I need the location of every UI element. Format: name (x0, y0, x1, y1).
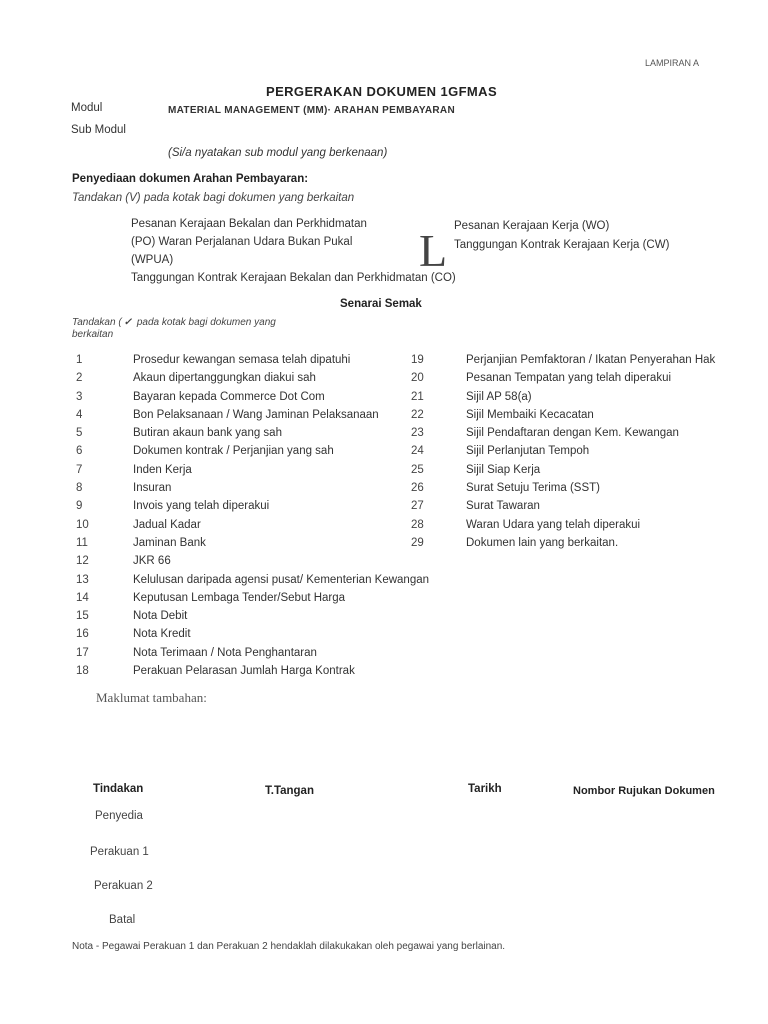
list-item: 11 Jaminan Bank (76, 536, 206, 549)
list-item: 13 Kelulusan daripada agensi pusat/ Kementerian Kewangan (76, 573, 430, 586)
list-item: 1 Prosedur kewangan semasa telah dipatuhi (76, 354, 351, 366)
option-po: Pesanan Kerajaan Bekalan dan Perkhidmatan (131, 218, 367, 230)
list-item: 29 Dokumen lain yang berkaitan. (411, 536, 619, 549)
list-item: 4 Bon Pelaksanaan / Wang Jaminan Pelaksanaan (76, 408, 379, 421)
option-cw: Tanggungan Kontrak Kerajaan Kerja (CW) (454, 239, 670, 251)
modul-label: Modul (71, 102, 103, 114)
senarai-semak-heading: Senarai Semak (340, 298, 422, 310)
header-nombor-rujukan: Nombor Rujukan Dokumen (573, 785, 715, 797)
page-title: PERGERAKAN DOKUMEN 1GFMAS (266, 84, 498, 99)
list-item: 6 Dokumen kontrak / Perjanjian yang sah (76, 445, 334, 458)
row-perakuan-2: Perakuan 2 (94, 880, 153, 892)
checklist-right (411, 351, 741, 552)
list-item: 8 Insuran (76, 482, 172, 495)
row-perakuan-1: Perakuan 1 (90, 846, 149, 858)
list-item: 24 Sijil Perlanjutan Tempoh (411, 445, 590, 458)
checkbox-mark: L (419, 225, 448, 276)
list-item: 27 Surat Tawaran (411, 500, 540, 513)
option-co: Tanggungan Kontrak Kerajaan Bekalan dan Perkhidmatan (CO) (131, 272, 456, 284)
list-item: 18 Perakuan Pelarasan Jumlah Harga Kontrak (76, 665, 355, 678)
option-wpua-code: (WPUA) (131, 254, 174, 266)
list-item: 12 JKR 66 (76, 555, 171, 568)
list-item: 17 Nota Terimaan / Nota Penghantaran (76, 646, 317, 659)
sub-modul-label: Sub Modul (71, 124, 126, 136)
footnote: Nota - Pegawai Perakuan 1 dan Perakuan 2 hendaklah dilakukakan oleh pegawai yang berlainan. (72, 941, 506, 952)
header-tarikh: Tarikh (468, 783, 502, 795)
list-item: 26 Surat Setuju Terima (SST) (411, 482, 601, 495)
list-item: 2 Akaun dipertanggungkan diakui sah (76, 372, 316, 385)
header-tandatangan: T.Tangan (265, 785, 314, 797)
header-tindakan: Tindakan (93, 783, 144, 795)
list-item: 15 Nota Debit (76, 610, 188, 623)
row-batal: Batal (109, 914, 136, 926)
maklumat-tambahan-label: Maklumat tambahan: (96, 690, 207, 705)
checklist-left (76, 351, 436, 680)
penyediaan-instruction: Tandakan (V) pada kotak bagi dokumen yang berkaitan (72, 192, 355, 204)
list-item: 7 Inden Kerja (76, 463, 192, 476)
list-item: 25 Sijil Siap Kerja (411, 463, 541, 476)
tick-icon: ✓ (123, 317, 133, 328)
list-item: 21 Sijil AP 58(a) (411, 390, 532, 403)
list-item: 14 Keputusan Lembaga Tender/Sebut Harga (76, 591, 346, 604)
list-item: 22 Sijil Membaiki Kecacatan (411, 408, 594, 421)
list-item: 19 Perjanjian Pemfaktoran / Ikatan Penyerahan Hak (411, 354, 716, 366)
row-penyedia: Penyedia (95, 810, 143, 822)
option-wo: Pesanan Kerajaan Kerja (WO) (454, 220, 610, 232)
list-item: 16 Nota Kredit (76, 628, 191, 641)
option-wpua: (PO) Waran Perjalanan Udara Bukan Pukal (131, 236, 353, 248)
list-item: 5 Butiran akaun bank yang sah (76, 427, 282, 440)
list-item: 20 Pesanan Tempatan yang telah diperakui (411, 372, 672, 385)
list-item: 9 Invois yang telah diperakui (76, 500, 270, 513)
list-item: 3 Bayaran kepada Commerce Dot Com (76, 390, 325, 403)
list-item: 28 Waran Udara yang telah diperakui (411, 518, 641, 531)
penyediaan-heading: Penyediaan dokumen Arahan Pembayaran: (72, 173, 309, 185)
senarai-instruction: Tandakan ( ✓ pada kotak bagi dokumen yang berkaitan (72, 317, 276, 340)
list-item: 23 Sijil Pendaftaran dengan Kem. Kewangan (411, 427, 679, 440)
sub-modul-note: (Si/a nyatakan sub modul yang berkenaan) (168, 147, 388, 159)
list-item: 10 Jadual Kadar (76, 518, 201, 531)
lampiran-label: LAMPIRAN A (645, 58, 700, 68)
modul-value: MATERIAL MANAGEMENT (MM)· ARAHAN PEMBAYARAN (168, 105, 455, 116)
